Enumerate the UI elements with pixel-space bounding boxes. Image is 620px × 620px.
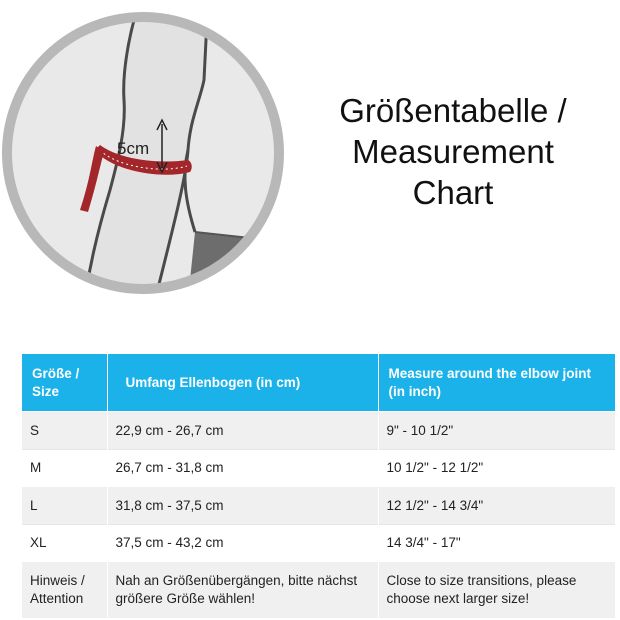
cell-cm: 26,7 cm - 31,8 cm — [107, 450, 378, 487]
cell-inch: 10 1/2" - 12 1/2" — [378, 450, 615, 487]
cell-note-label: Hinweis / Attention — [22, 562, 107, 619]
cell-size: S — [22, 412, 107, 450]
cell-note-de: Nah an Größenübergängen, bitte nächst größere Größe wählen! — [107, 562, 378, 619]
cell-cm: 37,5 cm - 43,2 cm — [107, 525, 378, 562]
table-row — [22, 525, 615, 562]
cell-inch: 14 3/4" - 17" — [378, 525, 615, 562]
elbow-measurement-illustration — [0, 0, 300, 315]
table-row — [22, 487, 615, 525]
table-row — [22, 412, 615, 450]
cell-size: L — [22, 487, 107, 525]
title-line-1: Größentabelle / — [339, 92, 567, 129]
cell-size: XL — [22, 525, 107, 562]
cell-cm: 31,8 cm - 37,5 cm — [107, 487, 378, 525]
page-title — [318, 90, 588, 213]
cell-inch: 9" - 10 1/2" — [378, 412, 615, 450]
title-line-2: Measurement — [352, 133, 554, 170]
cell-size: M — [22, 450, 107, 487]
measure-label: 5cm — [117, 139, 150, 158]
header-size: Größe / Size — [22, 354, 107, 412]
title-line-3: Chart — [412, 174, 494, 211]
cell-cm: 22,9 cm - 26,7 cm — [107, 412, 378, 450]
header-inch: Measure around the elbow joint (in inch) — [378, 354, 615, 412]
header-cm: Umfang Ellenbogen (in cm) — [107, 354, 378, 412]
size-table — [22, 354, 615, 618]
table-row-note — [22, 562, 615, 619]
cell-note-en: Close to size transitions, please choose next larger size! — [378, 562, 615, 619]
table-header-row — [22, 354, 615, 412]
cell-inch: 12 1/2" - 14 3/4" — [378, 487, 615, 525]
table-row — [22, 450, 615, 487]
